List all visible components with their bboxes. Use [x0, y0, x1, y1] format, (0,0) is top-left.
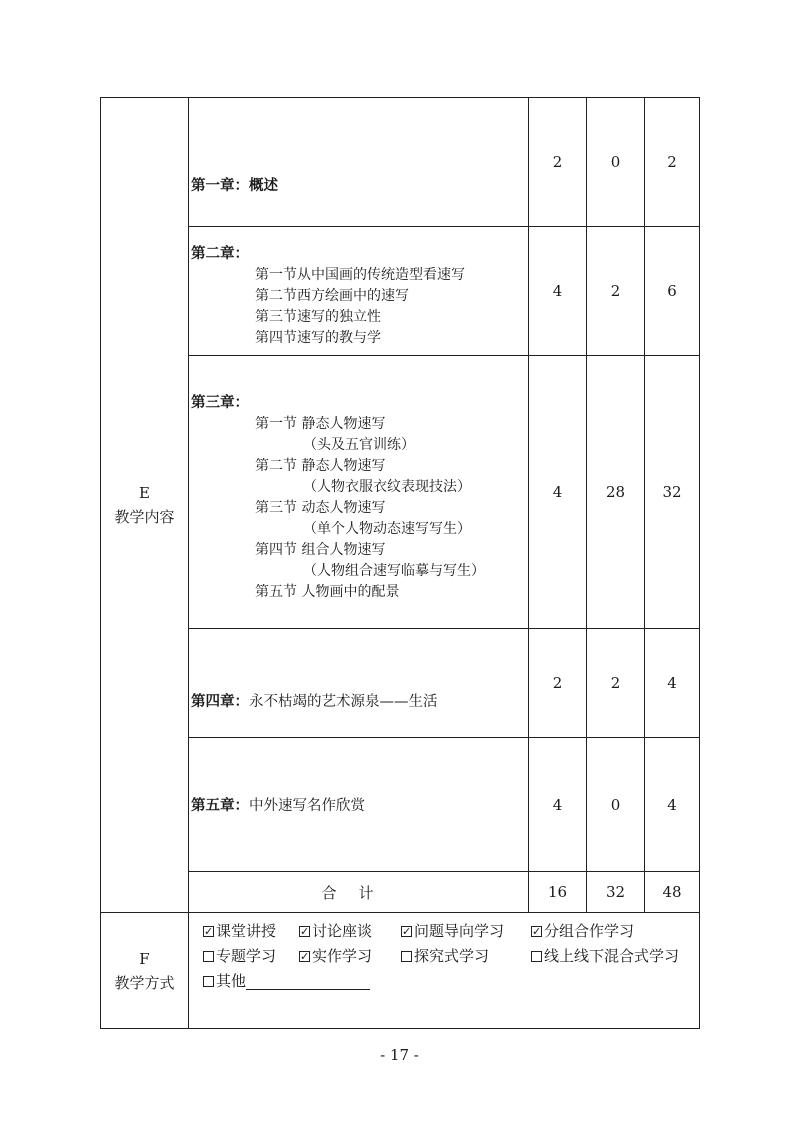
section-f-title: 教学方式	[114, 973, 175, 992]
chapter-2-line-4: 第四节速写的教与学	[255, 330, 381, 346]
chapter-2-content	[189, 227, 529, 356]
total-a: 16	[529, 872, 587, 913]
chapter-5-b: 0	[587, 738, 645, 872]
chapter-4-c: 4	[645, 629, 700, 738]
chapter-4-title-rest: 永不枯竭的艺术源泉——生活	[249, 693, 438, 710]
chapter-5-a: 4	[529, 738, 587, 872]
chapter-1-title: 第一章：	[191, 176, 249, 194]
checkbox-empty-icon[interactable]	[401, 951, 412, 962]
method-item[interactable]: ✓ 课堂讲授	[204, 922, 277, 940]
chapter-2-line-2: 第二节西方绘画中的速写	[255, 288, 409, 304]
chapter-1-a: 2	[529, 98, 587, 227]
section-e-letter: E	[139, 484, 150, 502]
chapter-row-2	[101, 227, 700, 356]
total-row	[101, 872, 700, 913]
checkbox-checked-icon[interactable]: ✓	[532, 925, 542, 938]
checkbox-checked-icon[interactable]: ✓	[300, 950, 310, 963]
section-e-label	[101, 98, 189, 913]
total-label: 合计	[189, 872, 529, 913]
chapter-row-4	[101, 629, 700, 738]
checkbox-checked-icon[interactable]: ✓	[402, 925, 412, 938]
chapter-3-line-6: （单个人物动态速写写生）	[303, 521, 471, 537]
chapter-3-line-5: 第三节 动态人物速写	[255, 500, 386, 516]
section-e-title: 教学内容	[114, 508, 175, 526]
chapter-5-c: 4	[645, 738, 700, 872]
page-number: - 17 -	[380, 1046, 419, 1064]
methods-list	[189, 913, 699, 994]
course-content-table	[100, 97, 700, 1029]
chapter-3-content	[189, 356, 529, 629]
chapter-3-line-9: 第五节 人物画中的配景	[255, 584, 400, 600]
chapter-2-a: 4	[529, 227, 587, 356]
chapter-2-line-3: 第三节速写的独立性	[255, 309, 381, 325]
chapter-3-b: 28	[587, 356, 645, 629]
checkbox-checked-icon[interactable]: ✓	[204, 925, 214, 938]
chapter-3-line-8: （人物组合速写临摹与写生）	[303, 563, 485, 579]
chapter-2-title: 第二章：	[191, 245, 249, 262]
chapter-4-title: 第四章：	[191, 692, 249, 710]
chapter-3-line-3: 第二节 静态人物速写	[255, 458, 386, 474]
chapter-3-line-7: 第四节 组合人物速写	[255, 542, 386, 558]
section-f-label	[101, 913, 189, 1029]
method-item[interactable]: ✓ 实作学习	[300, 947, 373, 965]
methods-row	[101, 913, 700, 1029]
chapter-row-3	[101, 356, 700, 629]
chapter-2-b: 2	[587, 227, 645, 356]
chapter-1-b: 0	[587, 98, 645, 227]
method-item[interactable]: ✓ 问题导向学习	[402, 922, 505, 940]
method-item[interactable]: ✓ 讨论座谈	[300, 922, 373, 940]
chapter-3-a: 4	[529, 356, 587, 629]
checkbox-empty-icon[interactable]	[203, 976, 214, 987]
chapter-3-title: 第三章：	[191, 394, 249, 411]
checkbox-empty-icon[interactable]	[203, 951, 214, 962]
chapter-row-5	[101, 738, 700, 872]
method-item-other[interactable]: 其他	[203, 969, 370, 994]
chapter-3-line-1: 第一节 静态人物速写	[255, 416, 386, 432]
chapter-2-c: 6	[645, 227, 700, 356]
other-blank-field[interactable]	[246, 973, 370, 990]
checkbox-checked-icon[interactable]: ✓	[300, 925, 310, 938]
checkbox-empty-icon[interactable]	[531, 951, 542, 962]
total-c: 48	[645, 872, 700, 913]
total-b: 32	[587, 872, 645, 913]
chapter-1-content	[189, 98, 529, 227]
chapter-3-line-2: （头及五官训练）	[303, 437, 415, 453]
chapter-1-c: 2	[645, 98, 700, 227]
section-f-letter: F	[139, 949, 150, 968]
chapter-5-title-rest: 中外速写名作欣赏	[249, 798, 365, 814]
chapter-5-content	[189, 738, 529, 872]
chapter-3-c: 32	[645, 356, 700, 629]
chapter-1-title-rest: 概述	[249, 176, 278, 194]
chapter-4-a: 2	[529, 629, 587, 738]
chapter-4-content	[189, 629, 529, 738]
method-item[interactable]: ✓ 分组合作学习	[532, 922, 635, 940]
chapter-2-line-1: 第一节从中国画的传统造型看速写	[255, 267, 465, 283]
method-item[interactable]: 探究式学习	[401, 944, 531, 969]
methods-cell	[189, 913, 700, 1029]
chapter-3-line-4: （人物衣服衣纹表现技法）	[303, 479, 471, 495]
chapter-4-b: 2	[587, 629, 645, 738]
method-item[interactable]: 线上线下混合式学习	[531, 944, 679, 969]
chapter-row-1	[101, 98, 700, 227]
method-item[interactable]: 专题学习	[203, 944, 299, 969]
chapter-5-title: 第五章：	[191, 797, 249, 814]
